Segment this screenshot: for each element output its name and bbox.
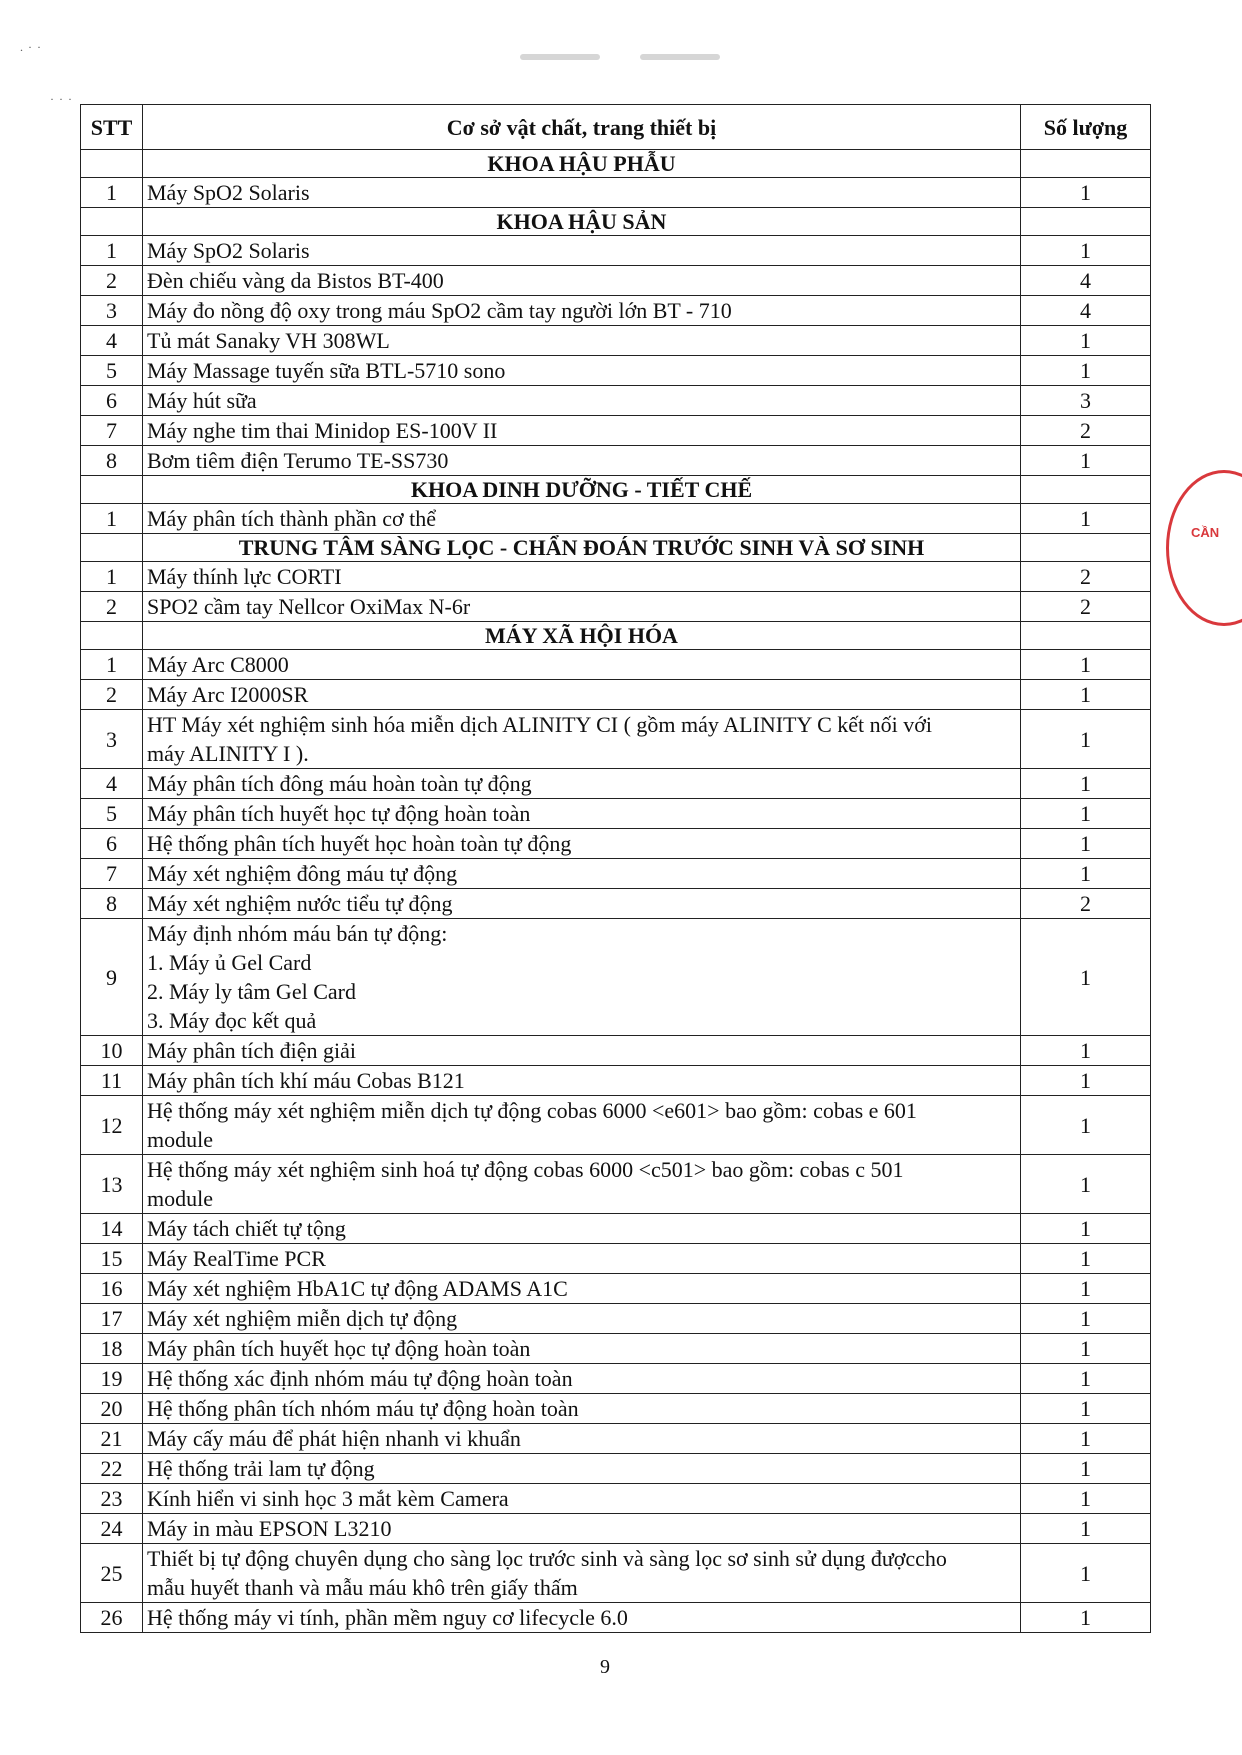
row-name <box>143 710 1021 769</box>
row-quantity: 4 <box>1021 266 1151 296</box>
row-name-line: Máy phân tích đông máu hoàn toàn tự động <box>147 771 532 796</box>
row-name <box>143 829 1021 859</box>
row-stt: 2 <box>81 266 143 296</box>
row-quantity: 1 <box>1021 1364 1151 1394</box>
row-name-line: Kính hiển vi sinh học 3 mắt kèm Camera <box>147 1486 509 1511</box>
row-quantity: 1 <box>1021 1066 1151 1096</box>
row-name <box>143 446 1021 476</box>
row-stt: 3 <box>81 296 143 326</box>
row-name-line: Hệ thống phân tích nhóm máu tự động hoàn toàn <box>147 1396 579 1421</box>
row-name <box>143 266 1021 296</box>
table-row <box>81 799 1151 829</box>
row-stt: 6 <box>81 386 143 416</box>
table-row <box>81 416 1151 446</box>
row-stt: 22 <box>81 1454 143 1484</box>
row-name-line: 2. Máy ly tâm Gel Card <box>147 979 356 1004</box>
row-stt: 24 <box>81 1514 143 1544</box>
scan-dots: . · · <box>20 40 42 54</box>
row-name-line: mẫu huyết thanh và mẫu máu khô trên giấy thấm <box>147 1575 578 1600</box>
row-stt: 17 <box>81 1304 143 1334</box>
row-quantity: 3 <box>1021 386 1151 416</box>
row-name-line: Máy thính lực CORTI <box>147 564 342 589</box>
row-quantity: 2 <box>1021 562 1151 592</box>
table-row <box>81 562 1151 592</box>
section-stt-cell <box>81 534 143 562</box>
row-name-line: Máy Arc C8000 <box>147 652 289 677</box>
equipment-table <box>80 104 1151 1633</box>
table-row <box>81 1484 1151 1514</box>
row-name <box>143 326 1021 356</box>
page-number: 9 <box>600 1656 610 1678</box>
row-quantity: 1 <box>1021 178 1151 208</box>
row-name-line: Máy hút sữa <box>147 388 257 413</box>
row-name <box>143 562 1021 592</box>
table-row <box>81 178 1151 208</box>
row-name-line: 3. Máy đọc kết quả <box>147 1008 317 1033</box>
row-quantity: 1 <box>1021 1454 1151 1484</box>
row-name-line: Máy SpO2 Solaris <box>147 180 310 205</box>
row-quantity: 1 <box>1021 829 1151 859</box>
table-row <box>81 296 1151 326</box>
row-quantity: 1 <box>1021 1544 1151 1603</box>
row-name-line: Máy phân tích thành phần cơ thể <box>147 506 436 531</box>
table-row <box>81 1454 1151 1484</box>
row-name <box>143 799 1021 829</box>
row-name <box>143 1096 1021 1155</box>
row-name-line: Máy RealTime PCR <box>147 1246 326 1271</box>
row-name <box>143 650 1021 680</box>
row-quantity: 1 <box>1021 236 1151 266</box>
section-qty-cell <box>1021 622 1151 650</box>
table-row <box>81 919 1151 1036</box>
row-name-line: Máy xét nghiệm đông máu tự động <box>147 861 458 886</box>
row-quantity: 1 <box>1021 859 1151 889</box>
section-title: KHOA DINH DƯỠNG - TIẾT CHẾ <box>143 476 1021 504</box>
table-row <box>81 1364 1151 1394</box>
row-quantity: 1 <box>1021 799 1151 829</box>
row-stt: 20 <box>81 1394 143 1424</box>
row-name <box>143 416 1021 446</box>
row-quantity: 1 <box>1021 1274 1151 1304</box>
table-row <box>81 386 1151 416</box>
row-stt: 7 <box>81 416 143 446</box>
row-quantity: 1 <box>1021 1155 1151 1214</box>
row-stt: 8 <box>81 446 143 476</box>
row-stt: 12 <box>81 1096 143 1155</box>
row-name-line: Thiết bị tự động chuyên dụng cho sàng lọc trước sinh và sàng lọc sơ sinh sử dụng đượccho <box>147 1546 947 1571</box>
table-row <box>81 1066 1151 1096</box>
section-title: KHOA HẬU SẢN <box>143 208 1021 236</box>
row-name-line: Máy Massage tuyến sữa BTL-5710 sono <box>147 358 506 383</box>
row-stt: 1 <box>81 236 143 266</box>
row-name-line: module <box>147 1127 213 1152</box>
row-name-line: Máy Arc I2000SR <box>147 682 309 707</box>
table-header-row <box>81 105 1151 150</box>
row-stt: 25 <box>81 1544 143 1603</box>
section-qty-cell <box>1021 208 1151 236</box>
section-qty-cell <box>1021 476 1151 504</box>
row-stt: 16 <box>81 1274 143 1304</box>
row-name-line: Hệ thống máy xét nghiệm miễn dịch tự động cobas 6000 <e601> bao gồm: cobas e 601 <box>147 1098 917 1123</box>
row-stt: 13 <box>81 1155 143 1214</box>
header-name: Cơ sở vật chất, trang thiết bị <box>143 105 1021 150</box>
row-stt: 4 <box>81 769 143 799</box>
row-name <box>143 1214 1021 1244</box>
table-row <box>81 650 1151 680</box>
row-name <box>143 1274 1021 1304</box>
section-row <box>81 150 1151 178</box>
row-stt: 11 <box>81 1066 143 1096</box>
row-name <box>143 1066 1021 1096</box>
table-row <box>81 859 1151 889</box>
section-row <box>81 534 1151 562</box>
row-stt: 26 <box>81 1603 143 1633</box>
table-row <box>81 1544 1151 1603</box>
row-name-line: Máy in màu EPSON L3210 <box>147 1516 392 1541</box>
table-row <box>81 1334 1151 1364</box>
section-stt-cell <box>81 150 143 178</box>
table-row <box>81 1424 1151 1454</box>
row-stt: 10 <box>81 1036 143 1066</box>
row-stt: 2 <box>81 680 143 710</box>
row-quantity: 1 <box>1021 769 1151 799</box>
table-row <box>81 1394 1151 1424</box>
row-name <box>143 356 1021 386</box>
row-quantity: 1 <box>1021 1394 1151 1424</box>
row-stt: 14 <box>81 1214 143 1244</box>
row-name <box>143 178 1021 208</box>
row-stt: 19 <box>81 1364 143 1394</box>
row-name-line: Máy xét nghiệm miễn dịch tự động <box>147 1306 458 1331</box>
header-quantity: Số lượng <box>1021 105 1151 150</box>
row-quantity: 1 <box>1021 356 1151 386</box>
row-stt: 7 <box>81 859 143 889</box>
row-stt: 5 <box>81 356 143 386</box>
row-name-line: module <box>147 1186 213 1211</box>
row-quantity: 1 <box>1021 919 1151 1036</box>
section-title: KHOA HẬU PHẪU <box>143 150 1021 178</box>
table-row <box>81 446 1151 476</box>
table-row <box>81 710 1151 769</box>
row-name-line: Máy nghe tim thai Minidop ES-100V II <box>147 418 498 443</box>
row-name-line: Hệ thống xác định nhóm máu tự động hoàn toàn <box>147 1366 573 1391</box>
row-quantity: 1 <box>1021 650 1151 680</box>
row-name <box>143 1603 1021 1633</box>
row-quantity: 1 <box>1021 1334 1151 1364</box>
row-name <box>143 1155 1021 1214</box>
row-stt: 3 <box>81 710 143 769</box>
row-name <box>143 386 1021 416</box>
row-name <box>143 504 1021 534</box>
table-row <box>81 680 1151 710</box>
row-quantity: 1 <box>1021 1603 1151 1633</box>
row-name <box>143 1394 1021 1424</box>
row-quantity: 1 <box>1021 326 1151 356</box>
row-name-line: SPO2 cầm tay Nellcor OxiMax N-6r <box>147 594 471 619</box>
table-row <box>81 1304 1151 1334</box>
row-name-line: Hệ thống máy vi tính, phần mềm nguy cơ lifecycle 6.0 <box>147 1605 628 1630</box>
row-quantity: 1 <box>1021 1036 1151 1066</box>
row-name <box>143 889 1021 919</box>
section-stt-cell <box>81 476 143 504</box>
row-quantity: 1 <box>1021 1484 1151 1514</box>
row-stt: 1 <box>81 178 143 208</box>
scan-artifact <box>640 54 720 60</box>
table-row <box>81 504 1151 534</box>
table-row <box>81 1096 1151 1155</box>
table-row <box>81 769 1151 799</box>
section-qty-cell <box>1021 150 1151 178</box>
row-name <box>143 919 1021 1036</box>
row-name-line: Máy SpO2 Solaris <box>147 238 310 263</box>
table-row <box>81 829 1151 859</box>
table-row <box>81 1274 1151 1304</box>
table-body <box>81 150 1151 1633</box>
row-stt: 23 <box>81 1484 143 1514</box>
row-quantity: 1 <box>1021 446 1151 476</box>
row-stt: 1 <box>81 650 143 680</box>
section-qty-cell <box>1021 534 1151 562</box>
row-name <box>143 1544 1021 1603</box>
table-row <box>81 1603 1151 1633</box>
row-name <box>143 1304 1021 1334</box>
row-quantity: 1 <box>1021 710 1151 769</box>
table-row <box>81 1155 1151 1214</box>
section-stt-cell <box>81 208 143 236</box>
row-name-line: Hệ thống phân tích huyết học hoàn toàn tự động <box>147 831 572 856</box>
row-name-line: 1. Máy ủ Gel Card <box>147 950 312 975</box>
row-quantity: 1 <box>1021 1304 1151 1334</box>
table-row <box>81 592 1151 622</box>
row-name-line: Máy cấy máu để phát hiện nhanh vi khuẩn <box>147 1426 521 1451</box>
table-row <box>81 889 1151 919</box>
row-stt: 9 <box>81 919 143 1036</box>
row-stt: 8 <box>81 889 143 919</box>
row-name-line: Đèn chiếu vàng da Bistos BT-400 <box>147 268 444 293</box>
row-name <box>143 296 1021 326</box>
header-stt: STT <box>81 105 143 150</box>
row-stt: 5 <box>81 799 143 829</box>
row-name <box>143 1364 1021 1394</box>
row-stt: 6 <box>81 829 143 859</box>
row-stt: 4 <box>81 326 143 356</box>
red-seal-stamp <box>1166 470 1242 626</box>
table-row <box>81 1244 1151 1274</box>
row-name-line: Tủ mát Sanaky VH 308WL <box>147 328 390 353</box>
row-name <box>143 1514 1021 1544</box>
row-quantity: 1 <box>1021 1424 1151 1454</box>
row-name-line: Máy phân tích huyết học tự động hoàn toàn <box>147 1336 531 1361</box>
table-row <box>81 266 1151 296</box>
row-name-line: Máy phân tích khí máu Cobas B121 <box>147 1068 465 1093</box>
row-quantity: 1 <box>1021 1514 1151 1544</box>
table-row <box>81 236 1151 266</box>
row-name <box>143 236 1021 266</box>
row-name <box>143 1454 1021 1484</box>
table-row <box>81 1214 1151 1244</box>
scan-artifact <box>520 54 600 60</box>
row-quantity: 1 <box>1021 680 1151 710</box>
row-quantity: 1 <box>1021 1214 1151 1244</box>
row-name <box>143 859 1021 889</box>
stamp-text: CẦN <box>1191 525 1220 540</box>
row-name-line: Máy đo nồng độ oxy trong máu SpO2 cầm tay người lớn BT - 710 <box>147 298 732 323</box>
row-name <box>143 1244 1021 1274</box>
row-name-line: Máy định nhóm máu bán tự động: <box>147 921 448 946</box>
row-quantity: 2 <box>1021 416 1151 446</box>
row-quantity: 4 <box>1021 296 1151 326</box>
row-stt: 21 <box>81 1424 143 1454</box>
row-stt: 1 <box>81 504 143 534</box>
section-stt-cell <box>81 622 143 650</box>
row-name-line: Máy tách chiết tự tộng <box>147 1216 346 1241</box>
row-name-line: máy ALINITY I ). <box>147 741 309 766</box>
row-name <box>143 1424 1021 1454</box>
row-name-line: Hệ thống máy xét nghiệm sinh hoá tự động cobas 6000 <c501> bao gồm: cobas c 501 <box>147 1157 904 1182</box>
row-quantity: 1 <box>1021 504 1151 534</box>
row-quantity: 2 <box>1021 889 1151 919</box>
row-stt: 18 <box>81 1334 143 1364</box>
row-name-line: Máy xét nghiệm HbA1C tự động ADAMS A1C <box>147 1276 568 1301</box>
table-row <box>81 1036 1151 1066</box>
row-name-line: Máy xét nghiệm nước tiểu tự động <box>147 891 453 916</box>
table-row <box>81 356 1151 386</box>
section-row <box>81 208 1151 236</box>
scan-dots: · · · <box>50 92 73 106</box>
section-row <box>81 476 1151 504</box>
row-name <box>143 1334 1021 1364</box>
row-name <box>143 592 1021 622</box>
section-title: MÁY XÃ HỘI HÓA <box>143 622 1021 650</box>
row-name-line: Bơm tiêm điện Terumo TE-SS730 <box>147 448 449 473</box>
row-quantity: 2 <box>1021 592 1151 622</box>
row-stt: 2 <box>81 592 143 622</box>
row-name <box>143 769 1021 799</box>
section-row <box>81 622 1151 650</box>
row-name-line: Máy phân tích huyết học tự động hoàn toàn <box>147 801 531 826</box>
row-quantity: 1 <box>1021 1244 1151 1274</box>
table-row <box>81 1514 1151 1544</box>
section-title: TRUNG TÂM SÀNG LỌC - CHẨN ĐOÁN TRƯỚC SINH VÀ SƠ SINH <box>143 534 1021 562</box>
row-name-line: Hệ thống trải lam tự động <box>147 1456 375 1481</box>
table-row <box>81 326 1151 356</box>
row-name <box>143 1484 1021 1514</box>
row-name-line: Máy phân tích điện giải <box>147 1038 356 1063</box>
row-name-line: HT Máy xét nghiệm sinh hóa miễn dịch ALINITY CI ( gồm máy ALINITY C kết nối với <box>147 712 932 737</box>
row-name <box>143 680 1021 710</box>
row-name <box>143 1036 1021 1066</box>
row-stt: 1 <box>81 562 143 592</box>
row-quantity: 1 <box>1021 1096 1151 1155</box>
row-stt: 15 <box>81 1244 143 1274</box>
